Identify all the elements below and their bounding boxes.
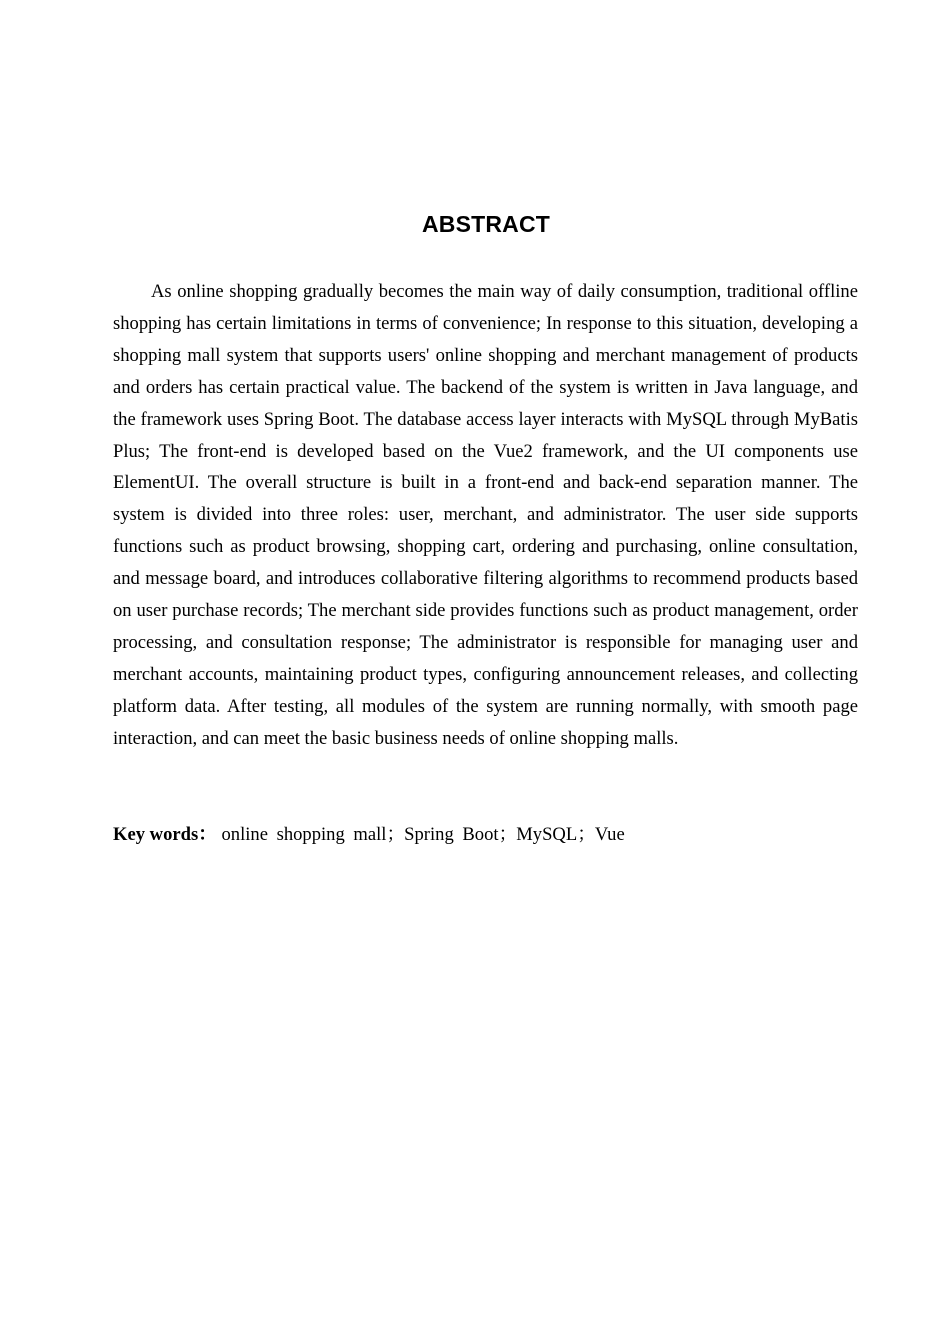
abstract-paragraph: As online shopping gradually becomes the main way of daily consumption, traditional offline shopping has certain limitations in terms of convenience; In response to this situation, developing a shopping mall system that supports users' online shopping and merchant management of products and orders has certain practical value. The backend of the system is written in Java language, and the framework uses Spring Boot. The database access layer interacts with MySQL through MyBatis Plus; The front-end is developed based on the Vue2 framework, and the UI components use ElementUI. The overall structure is built in a front-end and back-end separation manner. The system is divided into three roles: user, merchant, and administrator. The user side supports functions such as product browsing, shopping cart, ordering and purchasing, online consultation, and message board, and introduces collaborative filtering algorithms to recommend products based on user purchase records; The merchant side provides functions such as product management, order processing, and consultation response; The administrator is responsible for managing user and merchant accounts, maintaining product types, configuring announcement releases, and collecting platform data. After testing, all modules of the system are running normally, with smooth page interaction, and can meet the basic business needs of online shopping malls. <box>113 281 858 749</box>
keywords-label: Key words： <box>113 824 217 845</box>
keyword-item: online shopping mall <box>221 824 387 845</box>
keywords-line <box>113 819 858 851</box>
keyword-separator: ； <box>498 824 518 845</box>
keyword-item: MySQL <box>516 824 578 845</box>
keyword-item: Spring Boot <box>404 824 499 845</box>
abstract-title: ABSTRACT <box>421 211 551 237</box>
keyword-separator: ； <box>386 824 406 845</box>
keyword-separator: ； <box>577 824 596 845</box>
keyword-item: Vue <box>594 824 625 845</box>
